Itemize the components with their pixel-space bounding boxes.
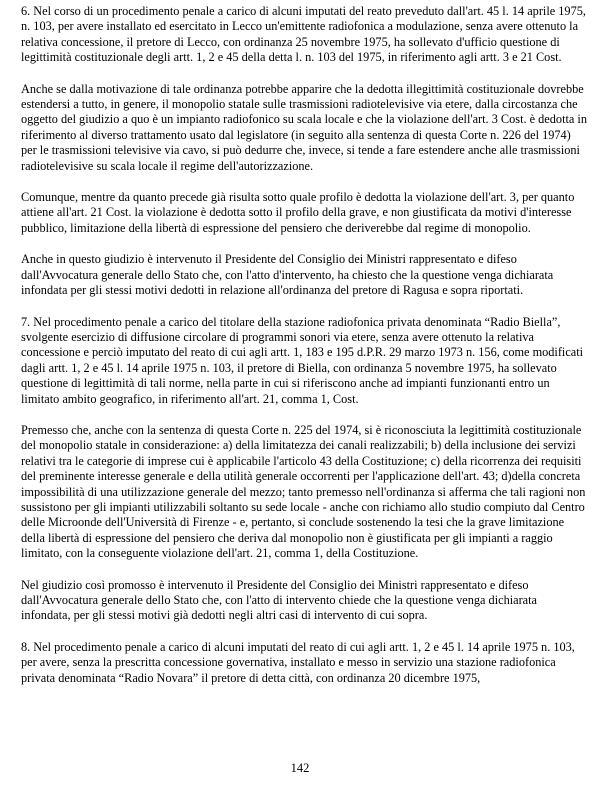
paragraph-premise: Premesso che, anche con la sentenza di questa Corte n. 225 del 1974, si è riconosciuta la legittimità costituzionale del monopolio statale in considerazione: a) della limitatezza dei canali realizzabili; b) della inclusione dei servizi relativi tra le categorie di imprese cui è applicabile l'articolo 43 della Costituzione; c) della ricorrenza dei requisiti del preminente interesse generale e della utilità generale occorrenti per l'applicazione dell'art. 43; d)della concreta impossibilità di una utilizzazione generale del mezzo; tanto premesso nell'ordinanza si afferma che tali ragioni non sussistono per gli impianti utilizzabili soltanto su sede locale - anche con richiamo allo studio compiuto dal Centro delle Microonde dell'Università di Firenze - e, pertanto, si conclude sostenendo la tesi che la grave limitazione della libertà di espressione del pensiero che deriva dal monopolio non è giustificata per gli impianti a raggio limitato, con la conseguente violazione dell'art. 21, comma 1, della Costituzione. — [21, 422, 586, 561]
page-number: 142 — [290, 761, 310, 775]
paragraph-6-lecco: 6. Nel corso di un procedimento penale a carico di alcuni imputati del reato preveduto dall'art. 45 l. 14 aprile 1975, n. 103, per avere installato ed esercitato in Lecco un'emittente radiofonica a modulazione, senza avere ottenuto la relativa concessione, il pretore di Lecco, con ordinanza 25 novembre 1975, ha sollevato d'ufficio questione di legittimità costituzionale degli artt. 1, 2 e 45 della detta l. n. 103 del 1975, in riferimento agli artt. 3 e 21 Cost. — [21, 4, 586, 65]
paragraph-intervention: Nel giudizio così promosso è intervenuto il Presidente del Consiglio dei Ministri rappresentato e difeso dall'Avvocatura generale dello Stato che, con l'atto di intervento chiede che la questione venga dichiarata infondata, per gli stessi motivi già dedotti negli altri casi di intervento di cui sopra. — [21, 577, 538, 623]
document-body — [21, 4, 587, 702]
paragraph-8-novara: 8. Nel procedimento penale a carico di alcuni imputati del reato di cui agli artt. 1, 2 e 45 l. 14 aprile 1975 n. 103, per avere, senza la prescritta concessione governativa, installato e messo in servizio una stazione radiofonica privata denominata “Radio Novara” il pretore di detta città, con ordinanza 20 dicembre 1975, — [21, 639, 575, 685]
paragraph-intervention-ragusa: Anche in questo giudizio è intervenuto il Presidente del Consiglio dei Ministri rappresentato e difeso dall'Avvocatura generale dello Stato che, con l'atto d'intervento, ha chiesto che la questione venga dichiarata infondata per gli stessi motivi dedotti in relazione all'ordinanza del pretore di Ragusa e sopra riportati. — [21, 252, 554, 298]
paragraph-7-biella: 7. Nel procedimento penale a carico del titolare della stazione radiofonica privata denominata “Radio Biella”, svolgente esercizio di diffusione circolare di programmi sonori via etere, senza avere ottenuto la relativa concessione e perciò imputato del reato di cui agli artt. 1, 183 e 195 d.P.R. 29 marzo 1973 n. 156, come modificati dagli artt. 1, 2 e 45 l. 14 aprile 1975 n. 103, il pretore di Biella, con ordinanza 5 novembre 1975, ha sollevato questione di legittimità di tali norme, nella parte in cui si riferiscono anche ad impianti funzionanti entro un limitato ambito geografico, in riferimento all'art. 21, comma 1, Cost. — [21, 314, 584, 406]
paragraph-motivation: Anche se dalla motivazione di tale ordinanza potrebbe apparire che la dedotta illegittimità costituzionale dovrebbe estendersi a tutto, in genere, il monopolio statale sulle trasmissioni radiotelevisive via etere, dalla circostanza che oggetto del giudizio a quo è un impianto radiofonico su scala locale e che la violazione dell'art. 3 Cost. è dedotta in riferimento al diverso trattamento usato dal legislatore (in seguito alla sentenza di questa Corte n. 226 del 1974) per le trasmissioni televisive via cavo, si può dedurre che, invece, si tende a fare estendere anche alle trasmissioni radiotelevisive su scala locale il regime dell'autorizzazione. — [21, 81, 587, 173]
paragraph-violation: Comunque, mentre da quanto precede già risulta sotto quale profilo è dedotta la violazione dell'art. 3, per quanto attiene all'art. 21 Cost. la violazione è dedotta sotto il profilo della grave, e non giustificata da motivi d'interesse pubblico, limitazione della libertà di espressione del pensiero che deriverebbe dal regime di monopolio. — [21, 190, 575, 235]
